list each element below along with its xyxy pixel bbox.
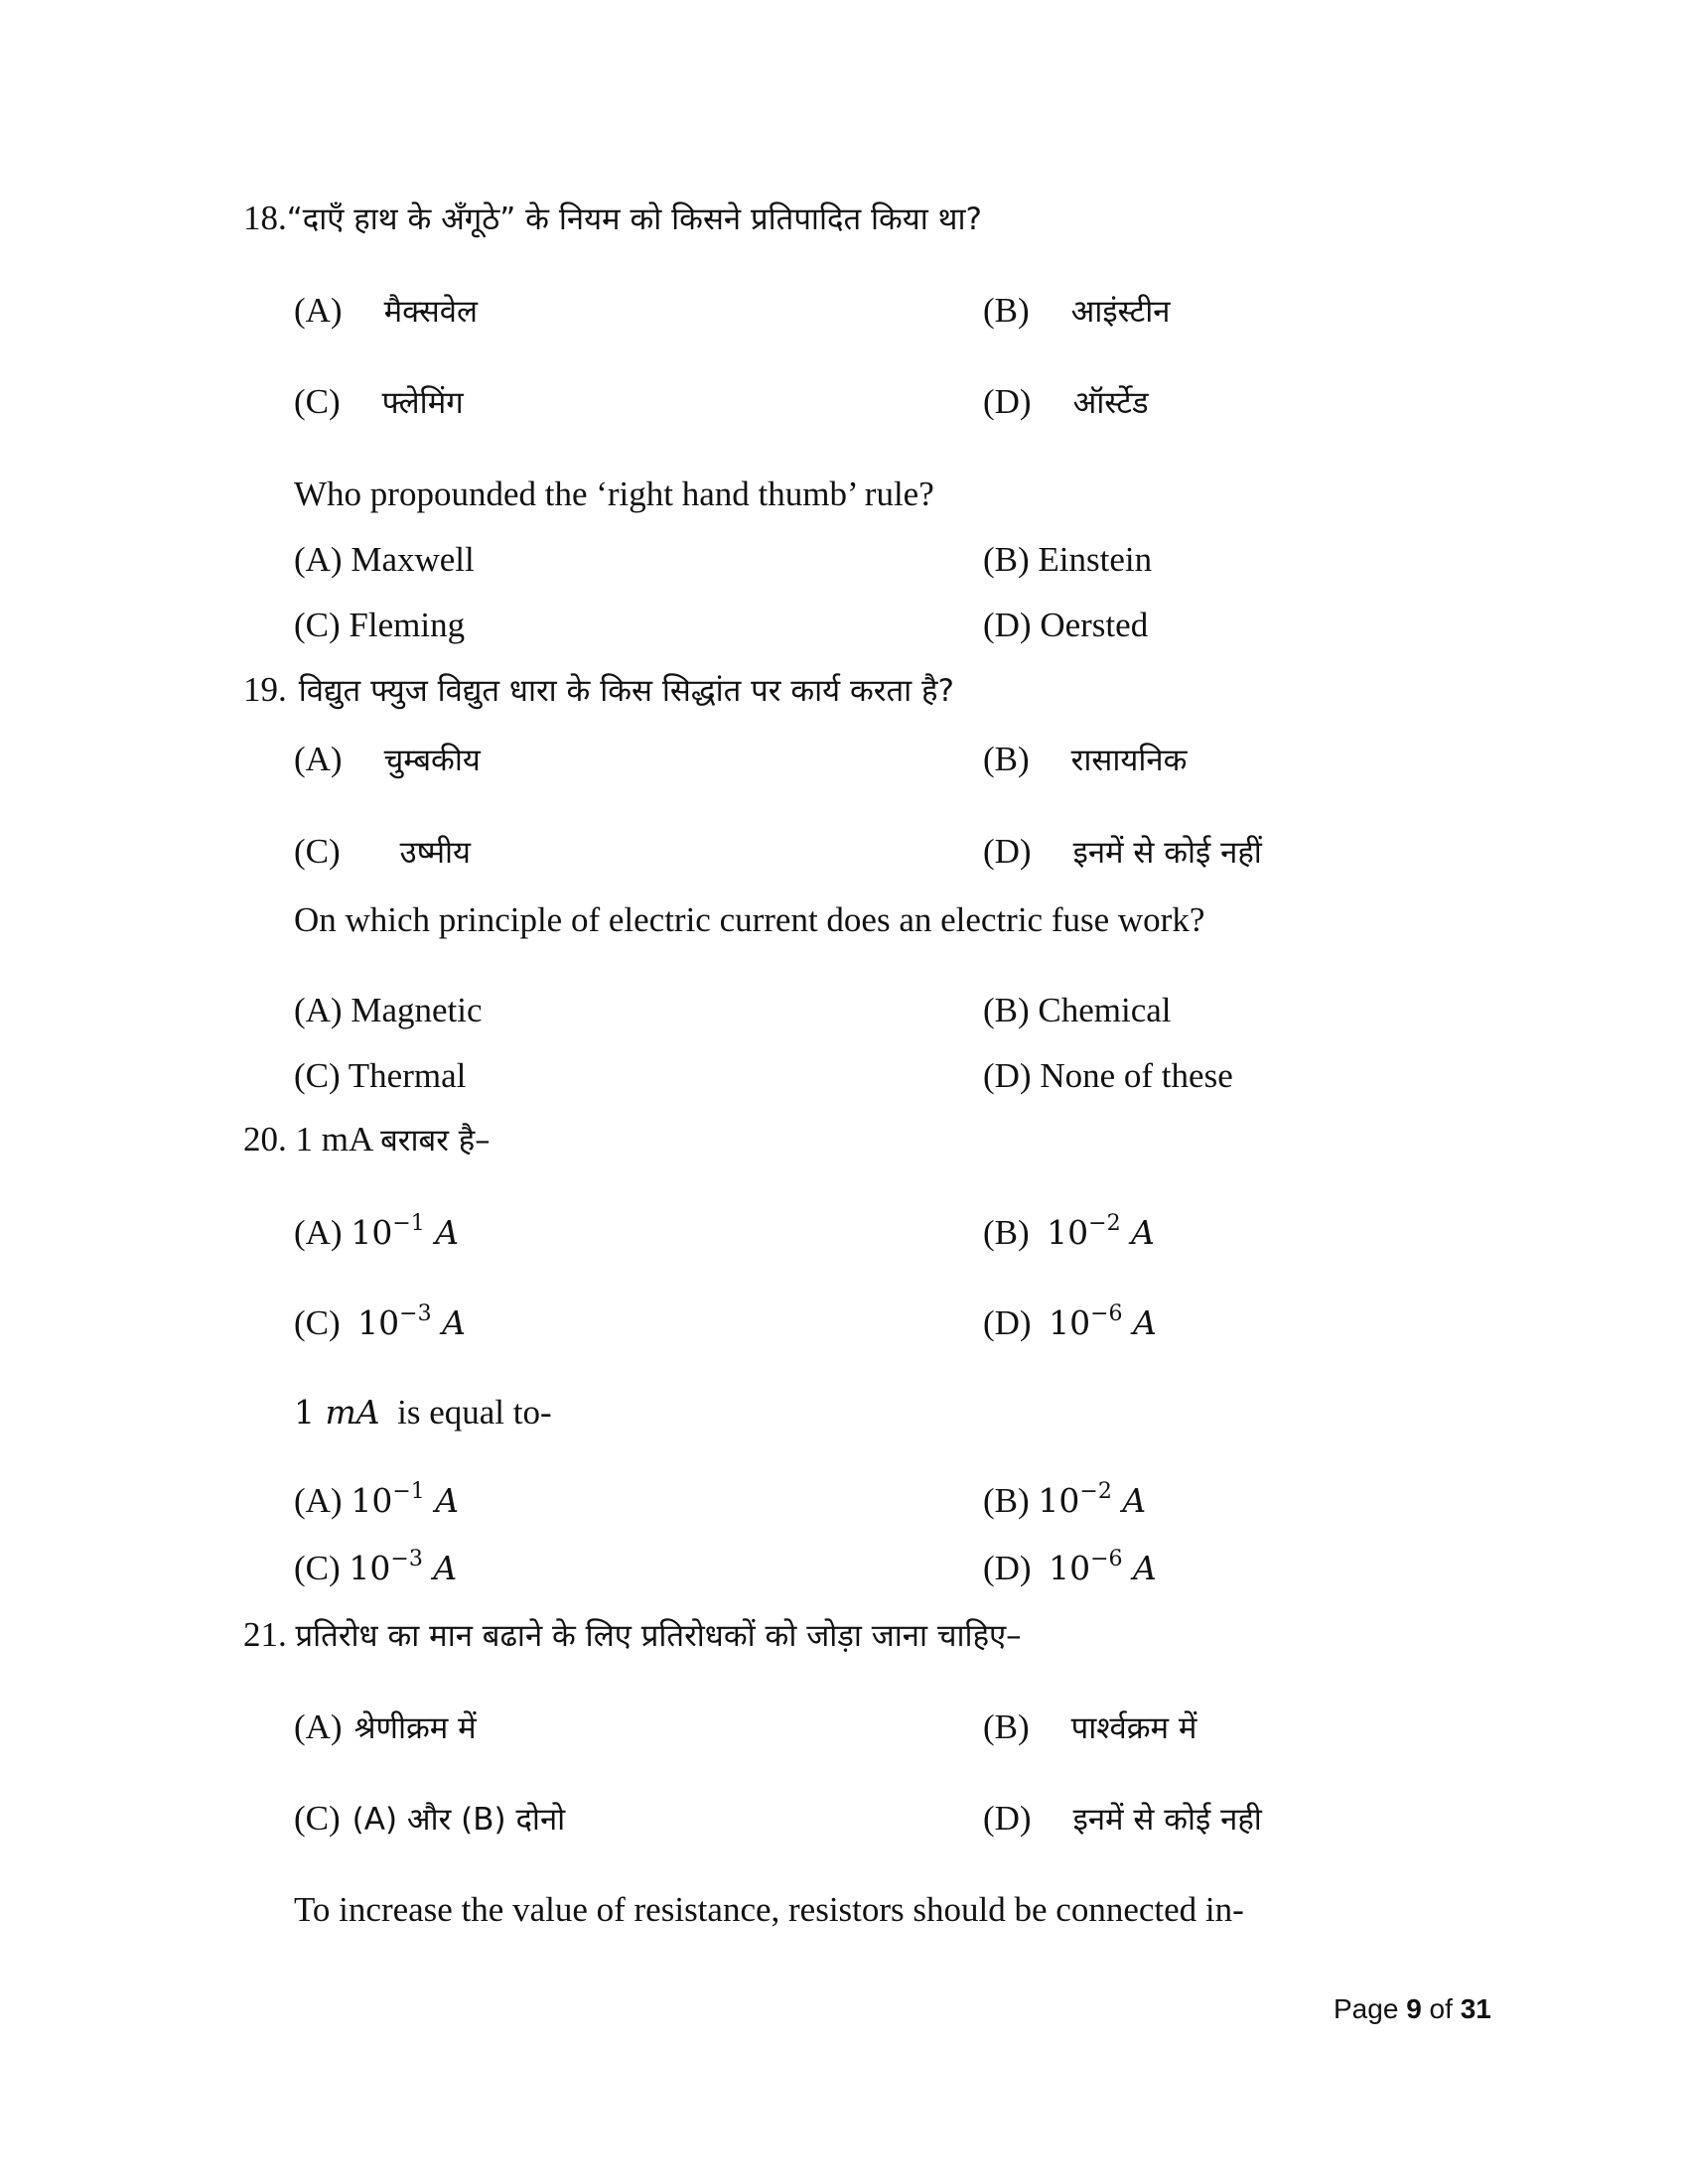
page-current: 9 bbox=[1406, 1993, 1422, 2024]
option-label: (D) bbox=[983, 382, 1032, 421]
math-unit: A bbox=[1133, 1303, 1157, 1342]
option-label: (C) bbox=[294, 606, 341, 644]
math-exponent: −1 bbox=[392, 1479, 425, 1504]
question-20-english bbox=[294, 1395, 552, 1430]
option-20-hi-a bbox=[294, 1211, 460, 1252]
option-text: Chemical bbox=[1038, 991, 1172, 1029]
option-20-en-b bbox=[983, 1479, 1147, 1520]
option-21-hi-c bbox=[294, 1801, 565, 1836]
option-label: (C) bbox=[294, 1799, 341, 1838]
option-text: Einstein bbox=[1038, 540, 1153, 579]
option-18-hi-c bbox=[294, 384, 464, 419]
option-text: इनमें से कोई नहीं bbox=[1072, 835, 1262, 871]
math-base: 10 bbox=[1049, 1303, 1091, 1342]
option-label: (C) bbox=[294, 1056, 341, 1095]
option-label: (B) bbox=[983, 991, 1030, 1029]
option-label: (D) bbox=[983, 1549, 1032, 1587]
option-text: ऑर्स्टेड bbox=[1072, 385, 1149, 421]
math-exponent: −2 bbox=[1079, 1479, 1112, 1504]
option-label: (D) bbox=[983, 606, 1032, 644]
question-21-english: To increase the value of resistance, resistors should be connected in- bbox=[294, 1890, 1244, 1929]
question-text: “दाएँ हाथ के अँगूठे” के नियम को किसने प्रतिपादित किया था? bbox=[286, 202, 982, 237]
math-unit: A bbox=[442, 1303, 466, 1342]
math-exponent: −3 bbox=[390, 1547, 423, 1571]
option-18-en-a bbox=[294, 542, 475, 577]
page-number bbox=[1334, 1993, 1491, 2025]
option-text: उष्मीय bbox=[399, 835, 471, 871]
option-label: (D) bbox=[983, 1056, 1032, 1095]
option-label: (A) bbox=[294, 1707, 343, 1746]
option-19-en-a bbox=[294, 993, 483, 1027]
option-label: (B) bbox=[983, 1213, 1030, 1252]
question-18-english: Who propounded the ‘right hand thumb’ rule? bbox=[294, 475, 934, 513]
math-number: 1 bbox=[294, 1393, 326, 1432]
math-base: 10 bbox=[351, 1213, 393, 1252]
option-label: (D) bbox=[983, 1799, 1032, 1838]
option-text: Maxwell bbox=[351, 540, 475, 579]
math-unit: A bbox=[1122, 1481, 1147, 1520]
question-text: बराबर है– bbox=[380, 1123, 491, 1159]
option-label: (A) bbox=[294, 1213, 343, 1252]
option-20-en-c bbox=[294, 1547, 458, 1587]
option-20-hi-c bbox=[294, 1301, 466, 1342]
option-label: (C) bbox=[294, 1549, 341, 1587]
option-21-hi-b bbox=[983, 1709, 1196, 1744]
question-21-hindi bbox=[243, 1617, 1022, 1652]
option-label: (A) bbox=[294, 991, 343, 1029]
math-exponent: −6 bbox=[1090, 1547, 1123, 1571]
math-unit: A bbox=[1133, 1549, 1157, 1587]
option-label: (C) bbox=[294, 382, 341, 421]
option-label: (B) bbox=[983, 740, 1030, 778]
option-text: रासायनिक bbox=[1070, 743, 1188, 778]
math-unit: A bbox=[435, 1213, 460, 1252]
option-20-hi-b bbox=[983, 1211, 1155, 1252]
option-21-hi-a bbox=[294, 1709, 477, 1744]
option-19-en-d bbox=[983, 1058, 1233, 1093]
option-label: (A) bbox=[294, 740, 343, 778]
page-total: 31 bbox=[1460, 1993, 1491, 2024]
option-text: Oersted bbox=[1040, 606, 1149, 644]
option-text: श्रेणीक्रम में bbox=[353, 1710, 477, 1746]
math-base: 10 bbox=[349, 1549, 391, 1587]
math-exponent: −2 bbox=[1088, 1211, 1121, 1236]
option-18-en-d bbox=[983, 608, 1148, 642]
option-19-en-b bbox=[983, 993, 1172, 1027]
option-label: (A) bbox=[294, 1481, 343, 1520]
option-18-hi-b bbox=[983, 293, 1170, 328]
question-18-hindi bbox=[243, 201, 982, 235]
math-base: 10 bbox=[1049, 1549, 1091, 1587]
option-label: (D) bbox=[983, 832, 1032, 871]
option-label: (D) bbox=[983, 1303, 1032, 1342]
option-text: चुम्बकीय bbox=[383, 743, 481, 778]
math-base: 10 bbox=[357, 1303, 400, 1342]
option-label: (B) bbox=[983, 1707, 1030, 1746]
option-label: (C) bbox=[294, 832, 341, 871]
question-text: विद्युत फ्युज विद्युत धारा के किस सिद्धांत पर कार्य करता है? bbox=[298, 673, 954, 709]
math-unit: A bbox=[1131, 1213, 1155, 1252]
option-18-en-b bbox=[983, 542, 1152, 577]
option-20-en-d bbox=[983, 1547, 1157, 1587]
question-19-english: On which principle of electric current does an electric fuse work? bbox=[294, 900, 1205, 939]
question-number: 18. bbox=[243, 199, 287, 237]
question-number: 20. bbox=[243, 1120, 287, 1159]
math-unit: A bbox=[433, 1549, 458, 1587]
question-20-hindi bbox=[243, 1122, 491, 1157]
option-text: Fleming bbox=[349, 606, 466, 644]
option-text: Thermal bbox=[348, 1056, 467, 1095]
option-18-hi-a bbox=[294, 293, 478, 328]
page-label: Page bbox=[1334, 1993, 1399, 2024]
option-19-hi-a bbox=[294, 742, 481, 776]
math-variable: mA bbox=[325, 1393, 380, 1432]
option-label: (B) bbox=[983, 540, 1030, 579]
option-label: (C) bbox=[294, 1303, 341, 1342]
option-text: फ्लेमिंग bbox=[381, 385, 464, 421]
question-number: 19. bbox=[243, 670, 287, 709]
option-19-hi-c bbox=[294, 834, 471, 869]
question-text: is equal to- bbox=[397, 1393, 552, 1432]
question-prefix: 1 mA bbox=[295, 1120, 372, 1159]
question-number: 21. bbox=[243, 1615, 287, 1654]
option-text: पार्श्वक्रम में bbox=[1070, 1710, 1197, 1746]
option-18-hi-d bbox=[983, 384, 1149, 419]
option-label: (A) bbox=[294, 291, 343, 330]
question-19-hindi bbox=[243, 672, 954, 707]
option-text: Magnetic bbox=[351, 991, 483, 1029]
option-label: (B) bbox=[983, 1481, 1030, 1520]
option-19-en-c bbox=[294, 1058, 466, 1093]
option-20-en-a bbox=[294, 1479, 460, 1520]
option-text: (A) और (B) दोनो bbox=[352, 1802, 566, 1838]
option-20-hi-d bbox=[983, 1301, 1157, 1342]
math-base: 10 bbox=[1047, 1213, 1089, 1252]
math-exponent: −1 bbox=[392, 1211, 425, 1236]
option-text: आइंस्टीन bbox=[1070, 294, 1171, 330]
math-exponent: −3 bbox=[399, 1301, 432, 1326]
option-label: (B) bbox=[983, 291, 1030, 330]
question-text: प्रतिरोध का मान बढाने के लिए प्रतिरोधकों को जोड़ा जाना चाहिए– bbox=[295, 1618, 1022, 1654]
option-text: None of these bbox=[1040, 1056, 1233, 1095]
option-text: इनमें से कोई नही bbox=[1072, 1802, 1262, 1838]
math-exponent: −6 bbox=[1090, 1301, 1123, 1326]
option-label: (A) bbox=[294, 540, 343, 579]
math-base: 10 bbox=[351, 1481, 393, 1520]
option-19-hi-d bbox=[983, 834, 1262, 869]
math-base: 10 bbox=[1038, 1481, 1080, 1520]
page-of: of bbox=[1429, 1993, 1453, 2024]
option-19-hi-b bbox=[983, 742, 1187, 776]
option-text: मैक्सवेल bbox=[383, 294, 479, 330]
option-21-hi-d bbox=[983, 1801, 1262, 1836]
math-unit: A bbox=[435, 1481, 460, 1520]
option-18-en-c bbox=[294, 608, 465, 642]
